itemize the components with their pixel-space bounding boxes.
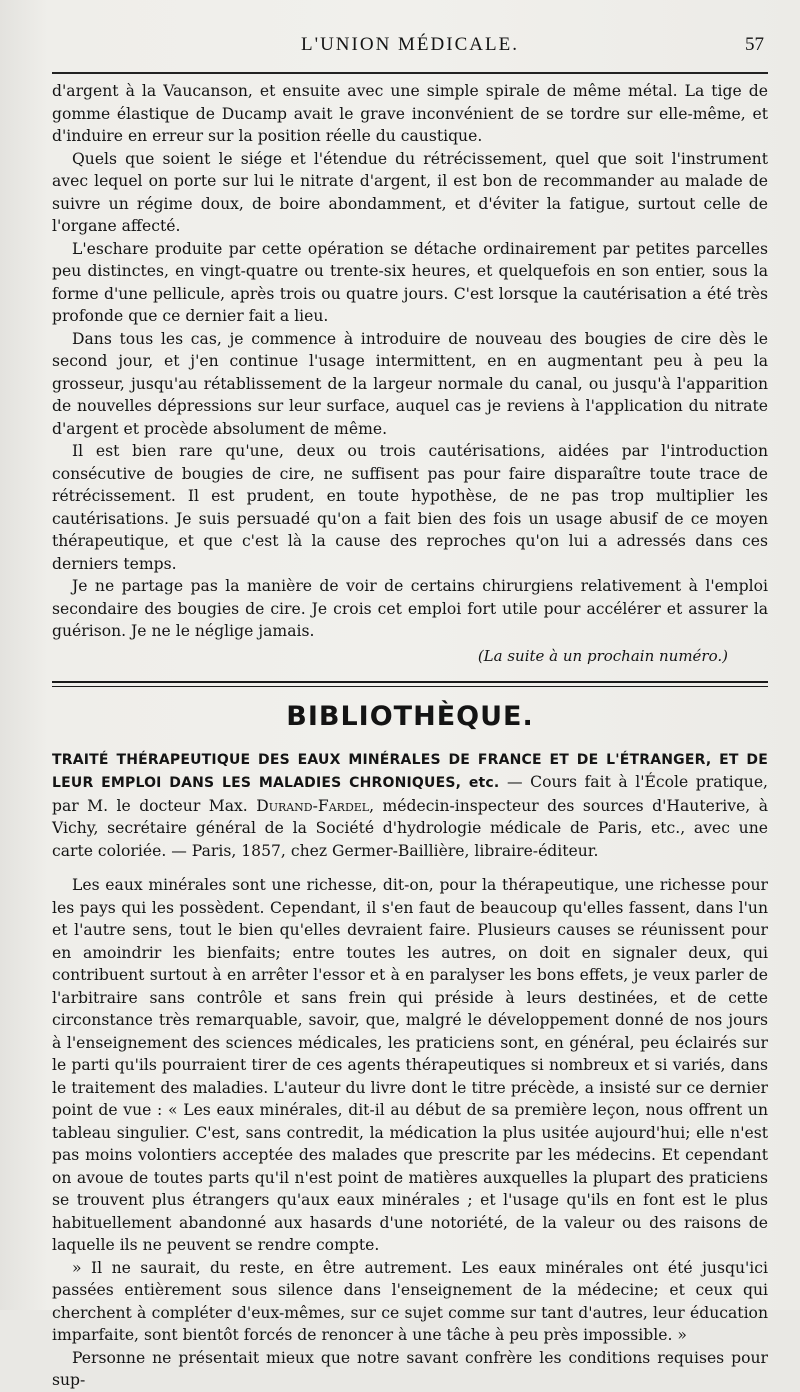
book-reference (52, 748, 768, 863)
paragraph: Personne ne présentait mieux que notre savant confrère les conditions requises pour sup- (52, 1348, 768, 1389)
paragraph: d'argent à la Vaucanson, et ensuite avec une simple spirale de même métal. La tige de gomme élastique de Ducamp avait le grave inconvénient de se tordre sur elle-même, et d'induire en erreur sur la position réelle du caustique. (52, 82, 768, 145)
page-header (52, 26, 768, 66)
article-continuation (52, 80, 768, 643)
book-details-a: — Cours fait à l'École pratique, par M. le docteur Max. (52, 773, 769, 815)
paragraph: Dans tous les cas, je commence à introduire de nouveau des bougies de cire dès le second jour, et j'en continue l'usage intermittent, en en augmentant peu à peu la grosseur, jusqu'au rétablissement de la largeur normale du canal, ou jusqu'à l'apparition de nouvelles dépressions sur leur surface, auquel cas je reviens à l'application du nitrate d'argent et procède absolument de même. (52, 329, 768, 438)
continuation-note: (La suite à un prochain numéro.) (477, 646, 728, 665)
paragraph: Les eaux minérales sont une richesse, dit-on, pour la thérapeutique, une richesse pour les pays qui les possèdent. Cependant, il s'en faut de beaucoup qu'elles fassent, dans l'un et l'autre sens, tout le bien qu'elles devraient faire. Plusieurs causes se réunissent pour en amoindrir les bienfaits; entre toutes les autres, on doit en signaler deux, qui contribuent surtout à en arrêter l'essor et à en paralyser les bons effets, je veux parler de l'arbitraire sans contrôle et sans frein qui préside à leurs destinées, et de cette circonstance très remarquable, savoir, que, malgré le développement donné de nos jours à l'enseignement des sciences médicales, les praticiens sont, en général, peu éclairés sur le parti qu'ils pourraient tirer de ces agents thérapeutiques si nombreux et si variés, dans le traitement des maladies. L'auteur du livre dont le titre précède, a insisté sur ce dernier point de vue : « Les eaux minérales, dit-il au début de sa première leçon, nous offrent un tableau singulier. C'est, sans contredit, la médication la plus usitée aujourd'hui; elle n'est pas moins volontiers acceptée des malades que prescrite par les médecins. Et cependant on avoue de toutes parts qu'il n'est point de matières auxquelles la plupart des praticiens se trouvent plus étrangers qu'aux eaux minérales ; et l'usage qu'ils en font est le plus habituellement abandonné aux hasards d'une notoriété, de la valeur ou des raisons de laquelle ils ne peuvent se rendre compte. (52, 876, 768, 1254)
running-title: L'UNION MÉDICALE. (301, 34, 519, 55)
book-details-b: , médecin-inspecteur des sources d'Hauterive, à Vichy, secrétaire général de la Société d'hydrologie médicale de Paris, etc., avec une carte coloriée. — Paris, 1857, chez Germer-Baillière, libraire-éditeur. (52, 796, 768, 860)
section-title: BIBLIOTHÈQUE. (286, 700, 534, 732)
paragraph: Quels que soient le siége et l'étendue du rétrécissement, quel que soit l'instrument avec lequel on porte sur lui le nitrate d'argent, il est bon de recommander au malade de suivre un régime doux, de boire abondamment, et d'éviter la fatigue, surtout celle de l'organe affecté. (52, 149, 768, 235)
book-author: Durand-Fardel (256, 796, 370, 815)
header-rule (52, 72, 768, 74)
section-divider (52, 681, 768, 687)
paragraph: Je ne partage pas la manière de voir de certains chirurgiens relativement à l'emploi secondaire des bougies de cire. Je crois cet emploi fort utile pour accélérer et assurer la guérison. Je ne le néglige jamais. (52, 577, 768, 640)
paragraph: Il est bien rare qu'une, deux ou trois cautérisations, aidées par l'introduction consécutive de bougies de cire, ne suffisent pas pour faire disparaître toute trace de rétrécissement. Il est prudent, en toute hypothèse, de ne pas trop multiplier les cautérisations. Je suis persuadé qu'on a fait bien des fois un usage abusif de ce moyen thérapeutique, et que c'est là la cause des reproches qu'on lui a adressés dans ces derniers temps. (52, 442, 768, 573)
book-title: TRAITÉ THÉRAPEUTIQUE DES EAUX MINÉRALES DE FRANCE ET DE L'ÉTRANGER, ET DE LEUR EMPLOI DANS LES MALADIES CHRONIQUES, etc. (52, 751, 768, 791)
page-number: 57 (745, 34, 764, 55)
review-text (52, 874, 768, 1392)
paragraph: L'eschare produite par cette opération se détache ordinairement par petites parcelles peu distinctes, en vingt-quatre ou trente-six heures, et quelquefois en son entier, sous la forme d'une pellicule, après trois ou quatre jours. C'est lorsque la cautérisation a été très profonde que ce dernier fait a lieu. (52, 239, 768, 325)
paragraph: » Il ne saurait, du reste, en être autrement. Les eaux minérales ont été jusqu'ici passées entièrement sous silence dans l'enseignement de la médecine; et ceux qui cherchent à compléter d'eux-mêmes, sur ce sujet comme sur tant d'autres, leur éducation imparfaite, sont bientôt forcés de renoncer à une tâche à peu près impossible. » (52, 1258, 768, 1344)
